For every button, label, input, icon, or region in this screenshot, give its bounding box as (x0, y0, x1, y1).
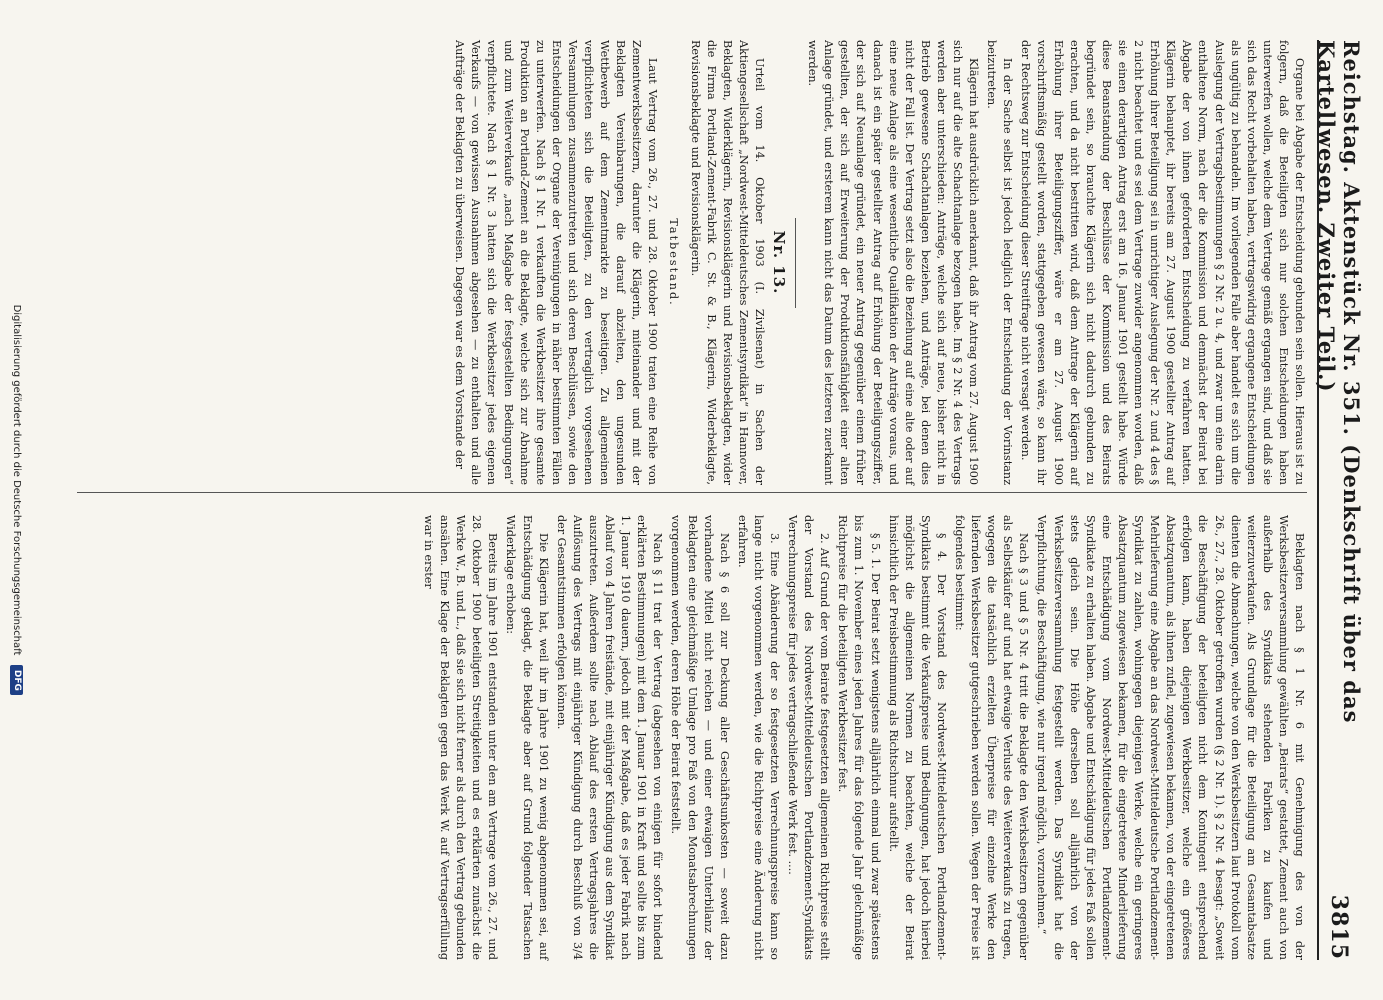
tatbestand-heading: Tatbestand. (666, 218, 680, 307)
left-column (449, 40, 1307, 485)
page-number: 3815 (1326, 894, 1352, 960)
paragraph: In der Sache selbst ist jedoch lediglich der Entscheidung der Vorinstanz beizutreten. (985, 40, 1015, 485)
page-title: Reichstag. Aktenstück Nr. 351. (Denkschrift über das Kartellwesen. Zweiter Teil.) (1314, 40, 1364, 724)
column-rule (77, 492, 1307, 493)
paragraph: 2. Auf Grund der vom Beirate festgesetzten allgemeinen Richtpreise stellt der Vorstand des Nordwest-Mitteldeutschen Portlandzement-Syndikats Verrechnungspreise für jedes vertragschließende Werk fest. .... (786, 515, 832, 960)
paragraph: § 4. Der Vorstand des Nordwest-Mitteldeutschen Portlandzement-Syndikats bestimmt die Verkaufspreise und Bedingungen, hat jedoch hierbei möglichst die allgemeinen Normen zu beachten, welche der Beirat hinsichtlich der Preisbestimmung als Richtschnur aufstellt. (886, 515, 948, 960)
paragraph: Die Klägerin hat, weil ihr im Jahre 1901 zu wenig abgenommen sei, auf Entschädigung geklagt, die Beklagte aber auf Grund folgender Tatsachen Widerklage erhoben: (504, 515, 550, 960)
dfg-logo: DFG (11, 665, 24, 695)
paragraph: Laut Vertrag vom 26., 27. und 28. Oktober 1900 traten eine Reihe von Zementwerksbesitzern, darunter die Klägerin, miteinander und mit der Beklagten Vereinbarungen, die darauf abzielten, den ungesunden Wettbewerb auf dem Zementmarkte zu beseitigen. Zu allgemeinen verpflichteten sich die Beteiligten, zu den vertraglich vorgesehenen Versammlungen zusammenzutreten und sich deren Beschlüssen, sowie den Entscheidungen der Organe der Vereinigungen in näher bestimmten Fällen zu unterwerfen. Nach § 1 Nr. 1 verkauften die Werkbesitzer ihre gesamte Produktion an Portland-Zement an die Beklagte, welche sich zur Abnahme und zum Weiterverkaufe „nach Maßgabe der festgestellten Bedingungen“ verpflichtete. Nach § 1 Nr. 3 hatten sich die Werkbesitzer jedes eigenen Verkaufs — von gewissen Ausnahmen abgesehen — zu enthalten und alle Aufträge der Beklagten zu überweisen. Dagegen war es dem Vorstande der (453, 40, 660, 485)
section-divider (795, 218, 796, 308)
page-header (1314, 40, 1364, 960)
digitization-footer (4, 0, 30, 1000)
paragraph: Organe bei Abgabe der Entscheidung gebunden sein sollen. Hieraus ist zu folgern, daß die Beteiligten sich nur solchen Entscheidungen haben unterwerfen wollen, welche dem Vertrage gemäß ergangen sind, und daß sie sich das Recht vorbehalten haben, vertragswidrig ergangene Entscheidungen als ungültig zu behandeln. Im vorliegenden Falle aber handelt es sich um die Auslegung der Vertragsbestimmungen § 2 Nr. 2 u. 4, und zwar um eine darin enthaltene Norm, nach der die Kommission und demnächst der Beirat bei Abgabe der von ihnen geforderten Entscheidung zu verfahren hatten. Klägerin behauptet, ihr bereits am 27. August 1900 gestellter Antrag auf Erhöhung ihrer Beteiligung sei in unrichtiger Auslegung der Nr. 2 und 4 des § 2 nicht beachtet und es sei dem Vertrage zuwider angenommen worden, daß sie einen derartigen Antrag erst am 16. Januar 1901 gestellt habe. Würde diese Beanstandung der Beschlüsse der Kommission und des Beirats begründet sein, so brauchte Klägerin sich nicht dadurch gebunden zu erachten, und da nicht bestritten wird, daß dem Antrage der Klägerin auf Erhöhung ihrer Beteiligungsziffer, wäre er am 27. August 1900 vorschriftsmäßig gestellt worden, stattgegeben gewesen wäre, so kann ihr der Rechtsweg zur Entscheidung dieser Streitfrage nicht versagt werden. (1019, 40, 1306, 485)
paragraph: Urteil vom 14. Oktober 1903 (I. Zivilsenat) in Sachen der Aktiengesellschaft „Nordwest-Mitteldeutsches Zementsyndikat“ in Hannover, Beklagten, Widerklägerin, Revisionsklägerin und Revisionsbeklagten, wider die Firma Portland-Zement-Fabrik C. St. & B., Klägerin, Widerbeklagte, Revisionsbeklagte und Revisionsklägerin. (688, 40, 766, 485)
paragraph: Nach § 11 trat der Vertrag (abgesehen von einigen für sofort bindend erklärten Bestimmungen) mit dem 1. Januar 1901 in Kraft und sollte bis zum 1. Januar 1910 dauern, jedoch mit der Maßgabe, daß es jeder Fabrik nach Ablauf von 4 Jahren freistände, mit einjähriger Kündigung aus dem Syndikat auszutreten. Außerdem sollte nach Ablauf des ersten Vertragsjahres die Auflösung des Vertrags mit einjähriger Kündigung durch Beschluß von 3/4 der Gesamtstimmen erfolgen können. (554, 515, 665, 960)
section-number-heading: Nr. 13. (770, 230, 789, 295)
footer-text: Digitalisierung gefördert durch die Deutsche Forschungsgemeinschaft (11, 304, 23, 656)
paragraph: 3. Eine Abänderung der so festgesetzten Verrechnungspreise kann so lange nicht vorgenommen werden, wie die Richtpreise eine Änderung nicht erfahren. (735, 515, 781, 960)
paragraph: Bereits im Jahre 1901 entstanden unter den am Vertrage vom 26., 27. und 28. Oktober 1900 beteiligten Streitigkeiten und es erklärten zunächst die Werke W., B. und L., daß sie sich nicht ferner als durch den Vertrag gebunden ansähen. Eine Klage der Beklagten gegen das Werk W. auf Vertragserfüllung war in erster (422, 515, 500, 960)
paragraph: Nach § 6 soll zur Deckung aller Geschäftsunkosten — soweit dazu vorhandene Mittel nicht reichen — und einer etwaigen Unterbilanz der Beklagten eine gleichmäßige Umlage pro Faß von den Monatsabrechnungen vorgenommen werden, deren Höhe der Beirat feststellt. (669, 515, 731, 960)
paragraph: § 5. 1. Der Beirat setzt wenigstens alljährlich einmal und zwar spätestens bis zum 1. November eines jeden Jahres für das folgende Jahr gleichmäßige Richtpreise für die beteiligten Werkbesitzer fest. (836, 515, 882, 960)
right-column (418, 515, 1307, 960)
paragraph: Nach § 3 und § 5 Nr. 4 tritt die Beklagte den Werksbesitzern gegenüber als Selbstkäufer auf und hat etwaige Verluste des Weiterverkaufs zu tragen, wogegen die tatsächlich erzielten Überpreise für einzelne Werke den liefernden Werksbesitzer gutgeschrieben werden sollen. Wegen der Preise ist folgendes bestimmt: (953, 515, 1031, 960)
paragraph: Beklagten nach § 1 Nr. 6 mit Genehmigung des von der Werksbesitzerversammlung gewählten „Beirats“ gestattet, Zement auch von außerhalb des Syndikats stehenden Fabriken zu kaufen und weiterzuverkaufen. Als Grundlage für die Beteiligung am Gesamtabsatze dienten die Abmachungen, welche von den Werksbesitzern laut Protokoll vom 26., 27., 28. Oktober getroffen wurden (§ 2 Nr. 1). § 2 Nr. 4 besagt: „Soweit die Beschäftigung der beteiligten nicht dem Kontingent entsprechend erfolgen kann, haben diejenigen Werkbesitzer, welche ein größeres Absatzquantum, als ihnen zufiel, zugewiesen bekamen, von der eingetretenen Mehrlieferung eine Abgabe an das Nordwest-Mitteldeutsche Portlandzement-Syndikat zu zahlen, wohingegen diejenigen Werke, welche ein geringeres Absatzquantum zugewiesen bekamen, für die eingetretene Minderlieferung eine Entschädigung vom Nordwest-Mitteldeutschen Portlandzement-Syndikate zu erhalten haben. Abgabe und Entschädigung für jedes Faß sollen stets gleich sein. Die Höhe derselben soll alljährlich von der Werksbesitzerversammlung festgestellt werden. Das Syndikat hat die Verpflichtung, die Beschäftigung, wie nur irgend möglich, vorzunehmen.“ (1035, 515, 1306, 960)
paragraph: Klägerin hat ausdrücklich anerkannt, daß ihr Antrag vom 27. August 1900 sich nur auf die alte Schachtanlage bezogen habe. Im § 2 Nr. 4 des Vertrags werden aber unterschieden: Anträge, welche sich auf neue, bisher nicht in Betrieb gewesene Schachtanlagen beziehen, und Anträge, bei denen dies nicht der Fall ist. Der Vertrag setzt also die Beziehung auf eine alte oder auf eine neue Anlage als eine wesentliche Qualifikation der Anträge voraus, und danach ist ein später gestellter Antrag auf Erhöhung der Beteiligungsziffer, der sich auf Neuanlage gründet, ein neuer Antrag gegenüber einem früher gestellten, der sich auf Erweiterung der Produktionsfähigkeit einer alten Anlage gründet, und ersterem kann nicht das Datum des letzteren zuerkannt werden. (806, 40, 981, 485)
